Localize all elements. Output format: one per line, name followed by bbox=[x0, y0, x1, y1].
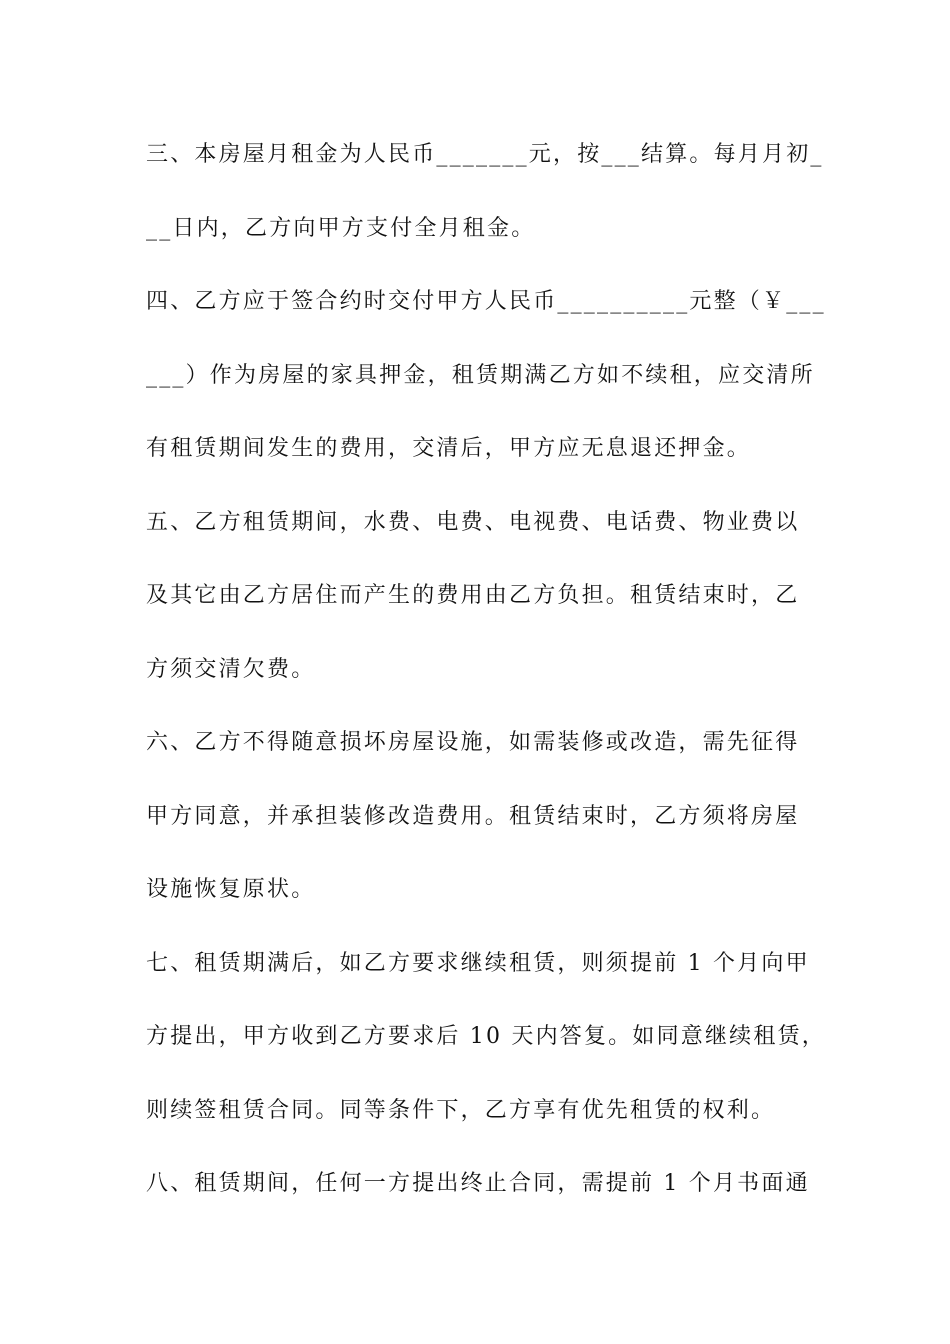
text-line-12: 七、租赁期满后，如乙方要求继续租赁，则须提前 1 个月向甲 bbox=[146, 950, 810, 976]
text-line-2: __日内，乙方向甲方支付全月租金。 bbox=[146, 215, 536, 241]
text-line-6: 五、乙方租赁期间，水费、电费、电视费、电话费、物业费以 bbox=[146, 509, 800, 535]
text-line-13: 方提出，甲方收到乙方要求后 10 天内答复。如同意继续租赁， bbox=[146, 1024, 826, 1049]
text-line-1: 三、本房屋月租金为人民币_______元，按___结算。每月月初_ bbox=[146, 142, 824, 167]
text-line-4: ___）作为房屋的家具押金，租赁期满乙方如不续租，应交清所 bbox=[146, 362, 815, 388]
text-line-15: 八、租赁期间，任何一方提出终止合同，需提前 1 个月书面通 bbox=[146, 1171, 810, 1196]
contract-text bbox=[146, 118, 826, 1221]
text-line-9: 六、乙方不得随意损坏房屋设施，如需装修或改造，需先征得 bbox=[146, 730, 800, 755]
text-line-7: 及其它由乙方居住而产生的费用由乙方负担。租赁结束时，乙 bbox=[146, 583, 800, 608]
text-line-3: 四、乙方应于签合约时交付甲方人民币__________元整（￥___ bbox=[146, 289, 826, 314]
text-line-14: 则续签租赁合同。同等条件下，乙方享有优先租赁的权利。 bbox=[146, 1097, 776, 1123]
text-line-8: 方须交清欠费。 bbox=[146, 656, 316, 682]
text-line-5: 有租赁期间发生的费用，交清后，甲方应无息退还押金。 bbox=[146, 436, 752, 461]
text-line-11: 设施恢复原状。 bbox=[146, 877, 316, 902]
text-line-10: 甲方同意，并承担装修改造费用。租赁结束时，乙方须将房屋 bbox=[146, 803, 800, 829]
